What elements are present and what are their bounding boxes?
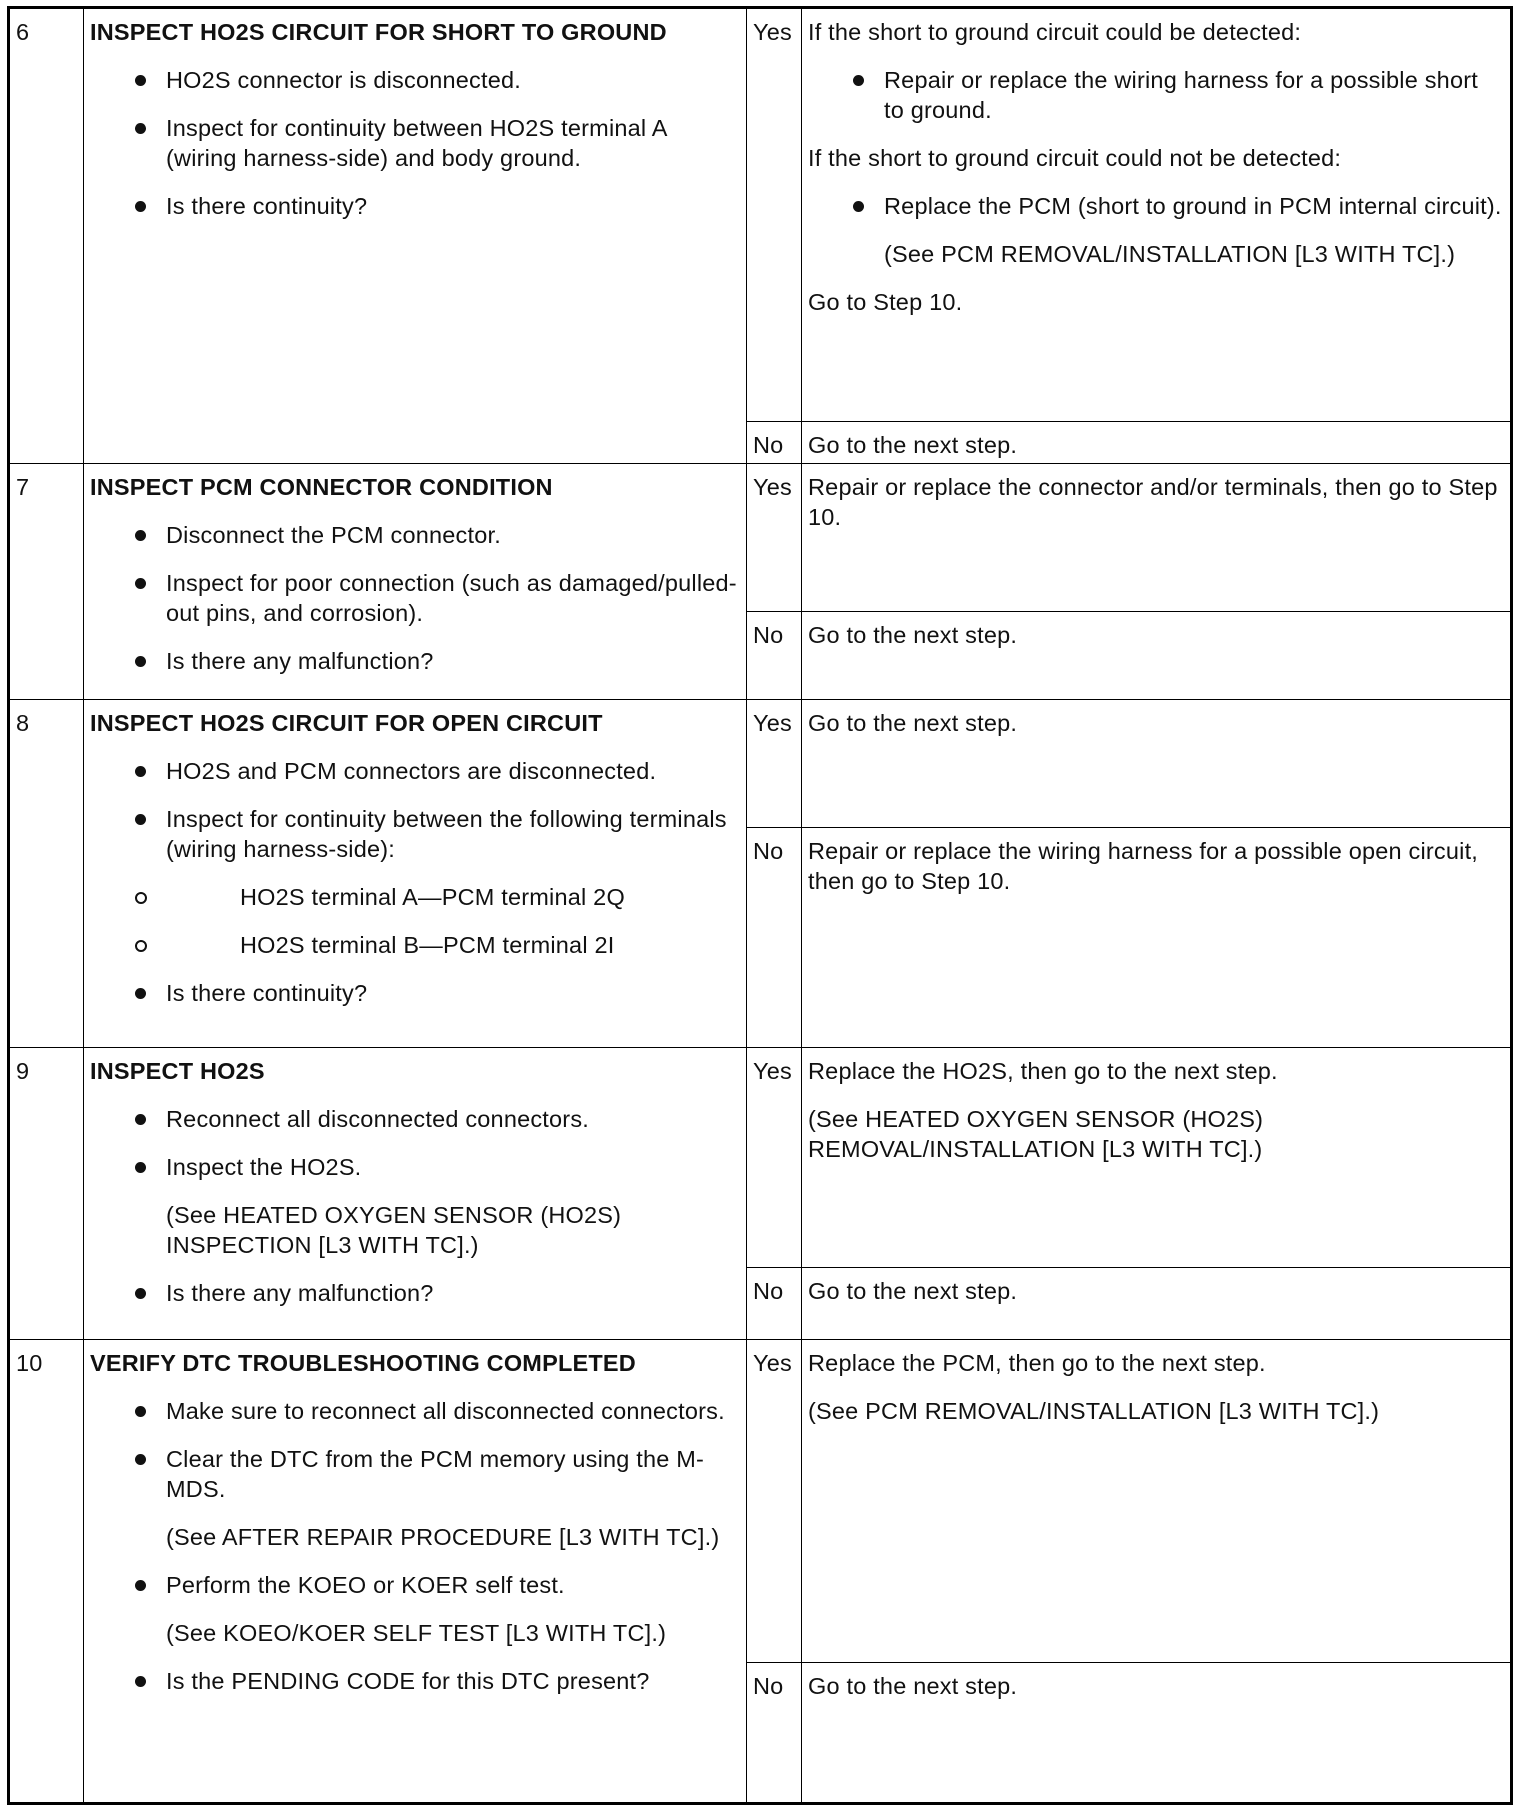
no-label: No <box>747 422 802 464</box>
action-list <box>90 1104 740 1308</box>
step-title: INSPECT HO2S CIRCUIT FOR SHORT TO GROUND <box>90 19 667 45</box>
yes-result <box>802 8 1512 422</box>
action-item: Disconnect the PCM connector. <box>90 520 740 550</box>
yes-result <box>802 1048 1512 1268</box>
action-item: Make sure to reconnect all disconnected connectors. <box>90 1396 740 1426</box>
action-item: Inspect for poor connection (such as damaged/pulled-out pins, and corrosion). <box>90 568 740 628</box>
action-item <box>90 804 740 960</box>
step-action-cell <box>84 8 747 464</box>
no-result: Go to the next step. <box>802 612 1512 700</box>
action-item: Inspect for continuity between HO2S terminal A (wiring harness-side) and body ground. <box>90 113 740 173</box>
result-paragraph: If the short to ground circuit could not be detected: <box>808 145 1342 171</box>
yes-label: Yes <box>747 700 802 828</box>
action-item: Reconnect all disconnected connectors. <box>90 1104 740 1134</box>
action-list <box>90 520 740 676</box>
yes-label: Yes <box>747 8 802 422</box>
action-item-text: Clear the DTC from the PCM memory using the M-MDS. <box>166 1446 705 1502</box>
no-label: No <box>747 612 802 700</box>
result-paragraph: Go to Step 10. <box>808 289 963 315</box>
no-label: No <box>747 1268 802 1340</box>
result-paragraph: Replace the HO2S, then go to the next step. <box>808 1058 1278 1084</box>
action-item: Is there continuity? <box>90 978 740 1008</box>
step-6-row <box>9 8 1512 422</box>
result-paragraph: Replace the PCM, then go to the next step. <box>808 1350 1266 1376</box>
result-item: Repair or replace the wiring harness for a possible short to ground. <box>808 65 1504 125</box>
action-list <box>90 1396 740 1696</box>
step-number: 6 <box>9 8 84 464</box>
step-title: INSPECT PCM CONNECTOR CONDITION <box>90 474 553 500</box>
step-9-row <box>9 1048 1512 1268</box>
action-item <box>90 1570 740 1648</box>
yes-label: Yes <box>747 1340 802 1663</box>
step-action-cell <box>84 464 747 700</box>
step-title: INSPECT HO2S CIRCUIT FOR OPEN CIRCUIT <box>90 710 603 736</box>
no-result: Go to the next step. <box>802 422 1512 464</box>
step-7-row <box>9 464 1512 612</box>
action-list <box>90 756 740 1008</box>
step-number: 9 <box>9 1048 84 1340</box>
step-8-row <box>9 700 1512 828</box>
action-list <box>90 65 740 221</box>
no-result: Repair or replace the wiring harness for a possible open circuit, then go to Step 10. <box>802 828 1512 1048</box>
action-item-text: Perform the KOEO or KOER self test. <box>166 1572 565 1598</box>
sub-item: HO2S terminal A—PCM terminal 2Q <box>90 882 740 912</box>
no-result: Go to the next step. <box>802 1268 1512 1340</box>
reference-note: (See HEATED OXYGEN SENSOR (HO2S) INSPECTION [L3 WITH TC].) <box>166 1202 622 1258</box>
step-title: VERIFY DTC TROUBLESHOOTING COMPLETED <box>90 1350 636 1376</box>
yes-label: Yes <box>747 464 802 612</box>
troubleshooting-table <box>7 6 1513 1805</box>
result-item <box>808 191 1504 269</box>
action-item: HO2S connector is disconnected. <box>90 65 740 95</box>
action-item: Is there any malfunction? <box>90 646 740 676</box>
step-number: 8 <box>9 700 84 1048</box>
step-action-cell <box>84 700 747 1048</box>
action-item: Is the PENDING CODE for this DTC present? <box>90 1666 740 1696</box>
action-item <box>90 1444 740 1552</box>
reference-note: (See AFTER REPAIR PROCEDURE [L3 WITH TC].) <box>166 1524 720 1550</box>
action-item: Is there any malfunction? <box>90 1278 740 1308</box>
no-label: No <box>747 828 802 1048</box>
result-list <box>808 191 1504 269</box>
result-paragraph: If the short to ground circuit could be detected: <box>808 19 1302 45</box>
sub-list <box>166 882 740 960</box>
step-10-row <box>9 1340 1512 1663</box>
no-result: Go to the next step. <box>802 1663 1512 1804</box>
reference-note: (See HEATED OXYGEN SENSOR (HO2S) REMOVAL/INSTALLATION [L3 WITH TC].) <box>808 1106 1264 1162</box>
action-item-text: Inspect for continuity between the following terminals (wiring harness-side): <box>166 806 727 862</box>
sub-item: HO2S terminal B—PCM terminal 2I <box>90 930 740 960</box>
reference-note: (See PCM REMOVAL/INSTALLATION [L3 WITH TC].) <box>808 1398 1380 1424</box>
action-item <box>90 1152 740 1260</box>
yes-result <box>802 1340 1512 1663</box>
step-number: 7 <box>9 464 84 700</box>
step-number: 10 <box>9 1340 84 1804</box>
step-action-cell <box>84 1048 747 1340</box>
action-item: HO2S and PCM connectors are disconnected. <box>90 756 740 786</box>
action-item-text: Inspect the HO2S. <box>166 1154 362 1180</box>
result-list <box>808 65 1504 125</box>
no-label: No <box>747 1663 802 1804</box>
step-action-cell <box>84 1340 747 1804</box>
reference-note: (See KOEO/KOER SELF TEST [L3 WITH TC].) <box>166 1620 667 1646</box>
step-title: INSPECT HO2S <box>90 1058 265 1084</box>
result-item-text: Replace the PCM (short to ground in PCM internal circuit). <box>884 193 1502 219</box>
yes-label: Yes <box>747 1048 802 1268</box>
yes-result: Go to the next step. <box>802 700 1512 828</box>
action-item: Is there continuity? <box>90 191 740 221</box>
yes-result: Repair or replace the connector and/or terminals, then go to Step 10. <box>802 464 1512 612</box>
reference-note: (See PCM REMOVAL/INSTALLATION [L3 WITH TC].) <box>884 241 1456 267</box>
